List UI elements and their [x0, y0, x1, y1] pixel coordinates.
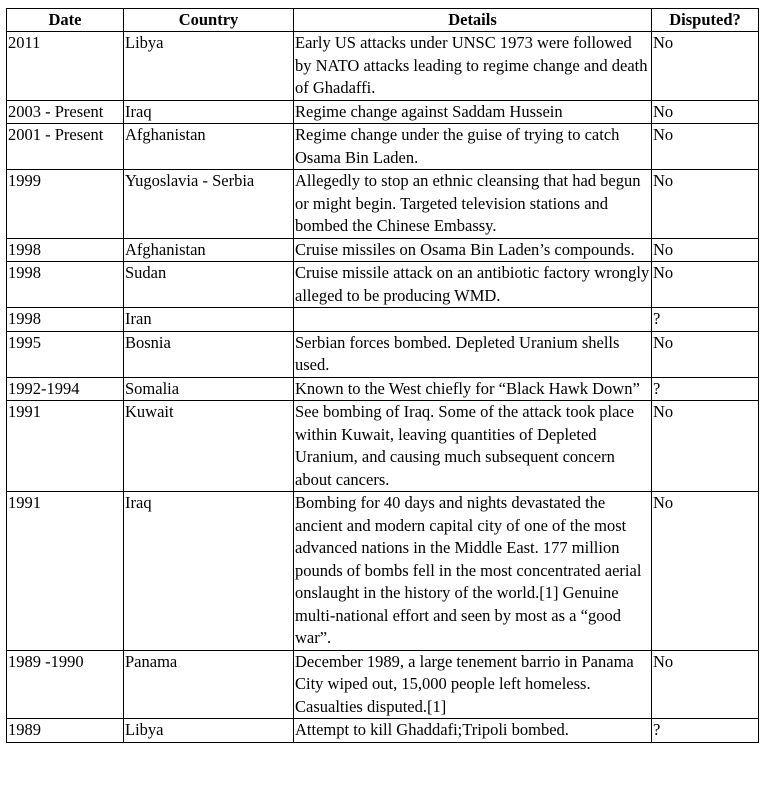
cell-details: Regime change against Saddam Hussein [294, 100, 652, 124]
cell-details: Cruise missile attack on an antibiotic factory wrongly alleged to be producing WMD. [294, 262, 652, 308]
header-row [7, 9, 759, 32]
table-row [7, 719, 759, 743]
table-row [7, 650, 759, 719]
cell-country: Iran [124, 308, 294, 332]
cell-country: Sudan [124, 262, 294, 308]
cell-date: 1989 -1990 [7, 650, 124, 719]
table-row [7, 124, 759, 170]
cell-details [294, 308, 652, 332]
table-row [7, 238, 759, 262]
cell-disputed: No [652, 401, 759, 492]
cell-details: Bombing for 40 days and nights devastated the ancient and modern capital city of one of the most advanced nations in the Middle East. 177 million pounds of bombs fell in the most concentrated aerial onslaught in the history of the world.[1] Genuine multi-national effort and seen by most as a “good war”. [294, 492, 652, 651]
table-row [7, 377, 759, 401]
cell-details: Attempt to kill Ghaddafi;Tripoli bombed. [294, 719, 652, 743]
cell-details: Regime change under the guise of trying to catch Osama Bin Laden. [294, 124, 652, 170]
table-row [7, 331, 759, 377]
cell-date: 1998 [7, 262, 124, 308]
cell-disputed: No [652, 170, 759, 239]
cell-date: 1998 [7, 308, 124, 332]
table-row [7, 308, 759, 332]
cell-date: 1991 [7, 401, 124, 492]
cell-country: Libya [124, 719, 294, 743]
cell-country: Yugoslavia - Serbia [124, 170, 294, 239]
cell-disputed: No [652, 650, 759, 719]
cell-country: Somalia [124, 377, 294, 401]
table-row [7, 401, 759, 492]
cell-disputed: No [652, 124, 759, 170]
cell-date: 2003 - Present [7, 100, 124, 124]
table-row [7, 170, 759, 239]
cell-country: Iraq [124, 492, 294, 651]
cell-disputed: No [652, 492, 759, 651]
cell-date: 1989 [7, 719, 124, 743]
cell-country: Libya [124, 32, 294, 101]
cell-date: 1991 [7, 492, 124, 651]
cell-country: Afghanistan [124, 124, 294, 170]
cell-details: Known to the West chiefly for “Black Hawk Down” [294, 377, 652, 401]
cell-disputed: No [652, 238, 759, 262]
header-disputed: Disputed? [652, 9, 759, 32]
cell-date: 1995 [7, 331, 124, 377]
cell-country: Bosnia [124, 331, 294, 377]
cell-details: December 1989, a large tenement barrio in Panama City wiped out, 15,000 people left homeless. Casualties disputed.[1] [294, 650, 652, 719]
interventions-table [6, 8, 759, 743]
cell-disputed: No [652, 32, 759, 101]
cell-date: 2011 [7, 32, 124, 101]
table-row [7, 100, 759, 124]
cell-country: Afghanistan [124, 238, 294, 262]
cell-date: 2001 - Present [7, 124, 124, 170]
cell-date: 1999 [7, 170, 124, 239]
cell-disputed: ? [652, 377, 759, 401]
cell-details: Serbian forces bombed. Depleted Uranium shells used. [294, 331, 652, 377]
cell-details: Early US attacks under UNSC 1973 were followed by NATO attacks leading to regime change and death of Ghadaffi. [294, 32, 652, 101]
cell-disputed: ? [652, 308, 759, 332]
table-row [7, 32, 759, 101]
cell-country: Iraq [124, 100, 294, 124]
cell-details: Allegedly to stop an ethnic cleansing that had begun or might begin. Targeted television stations and bombed the Chinese Embassy. [294, 170, 652, 239]
header-country: Country [124, 9, 294, 32]
cell-disputed: No [652, 100, 759, 124]
cell-disputed: No [652, 262, 759, 308]
cell-date: 1992-1994 [7, 377, 124, 401]
cell-date: 1998 [7, 238, 124, 262]
header-date: Date [7, 9, 124, 32]
header-details: Details [294, 9, 652, 32]
table-row [7, 262, 759, 308]
cell-details: Cruise missiles on Osama Bin Laden’s compounds. [294, 238, 652, 262]
cell-disputed: ? [652, 719, 759, 743]
table-row [7, 492, 759, 651]
cell-disputed: No [652, 331, 759, 377]
cell-details: See bombing of Iraq. Some of the attack took place within Kuwait, leaving quantities of Depleted Uranium, and causing much subsequent concern about cancers. [294, 401, 652, 492]
cell-country: Panama [124, 650, 294, 719]
cell-country: Kuwait [124, 401, 294, 492]
